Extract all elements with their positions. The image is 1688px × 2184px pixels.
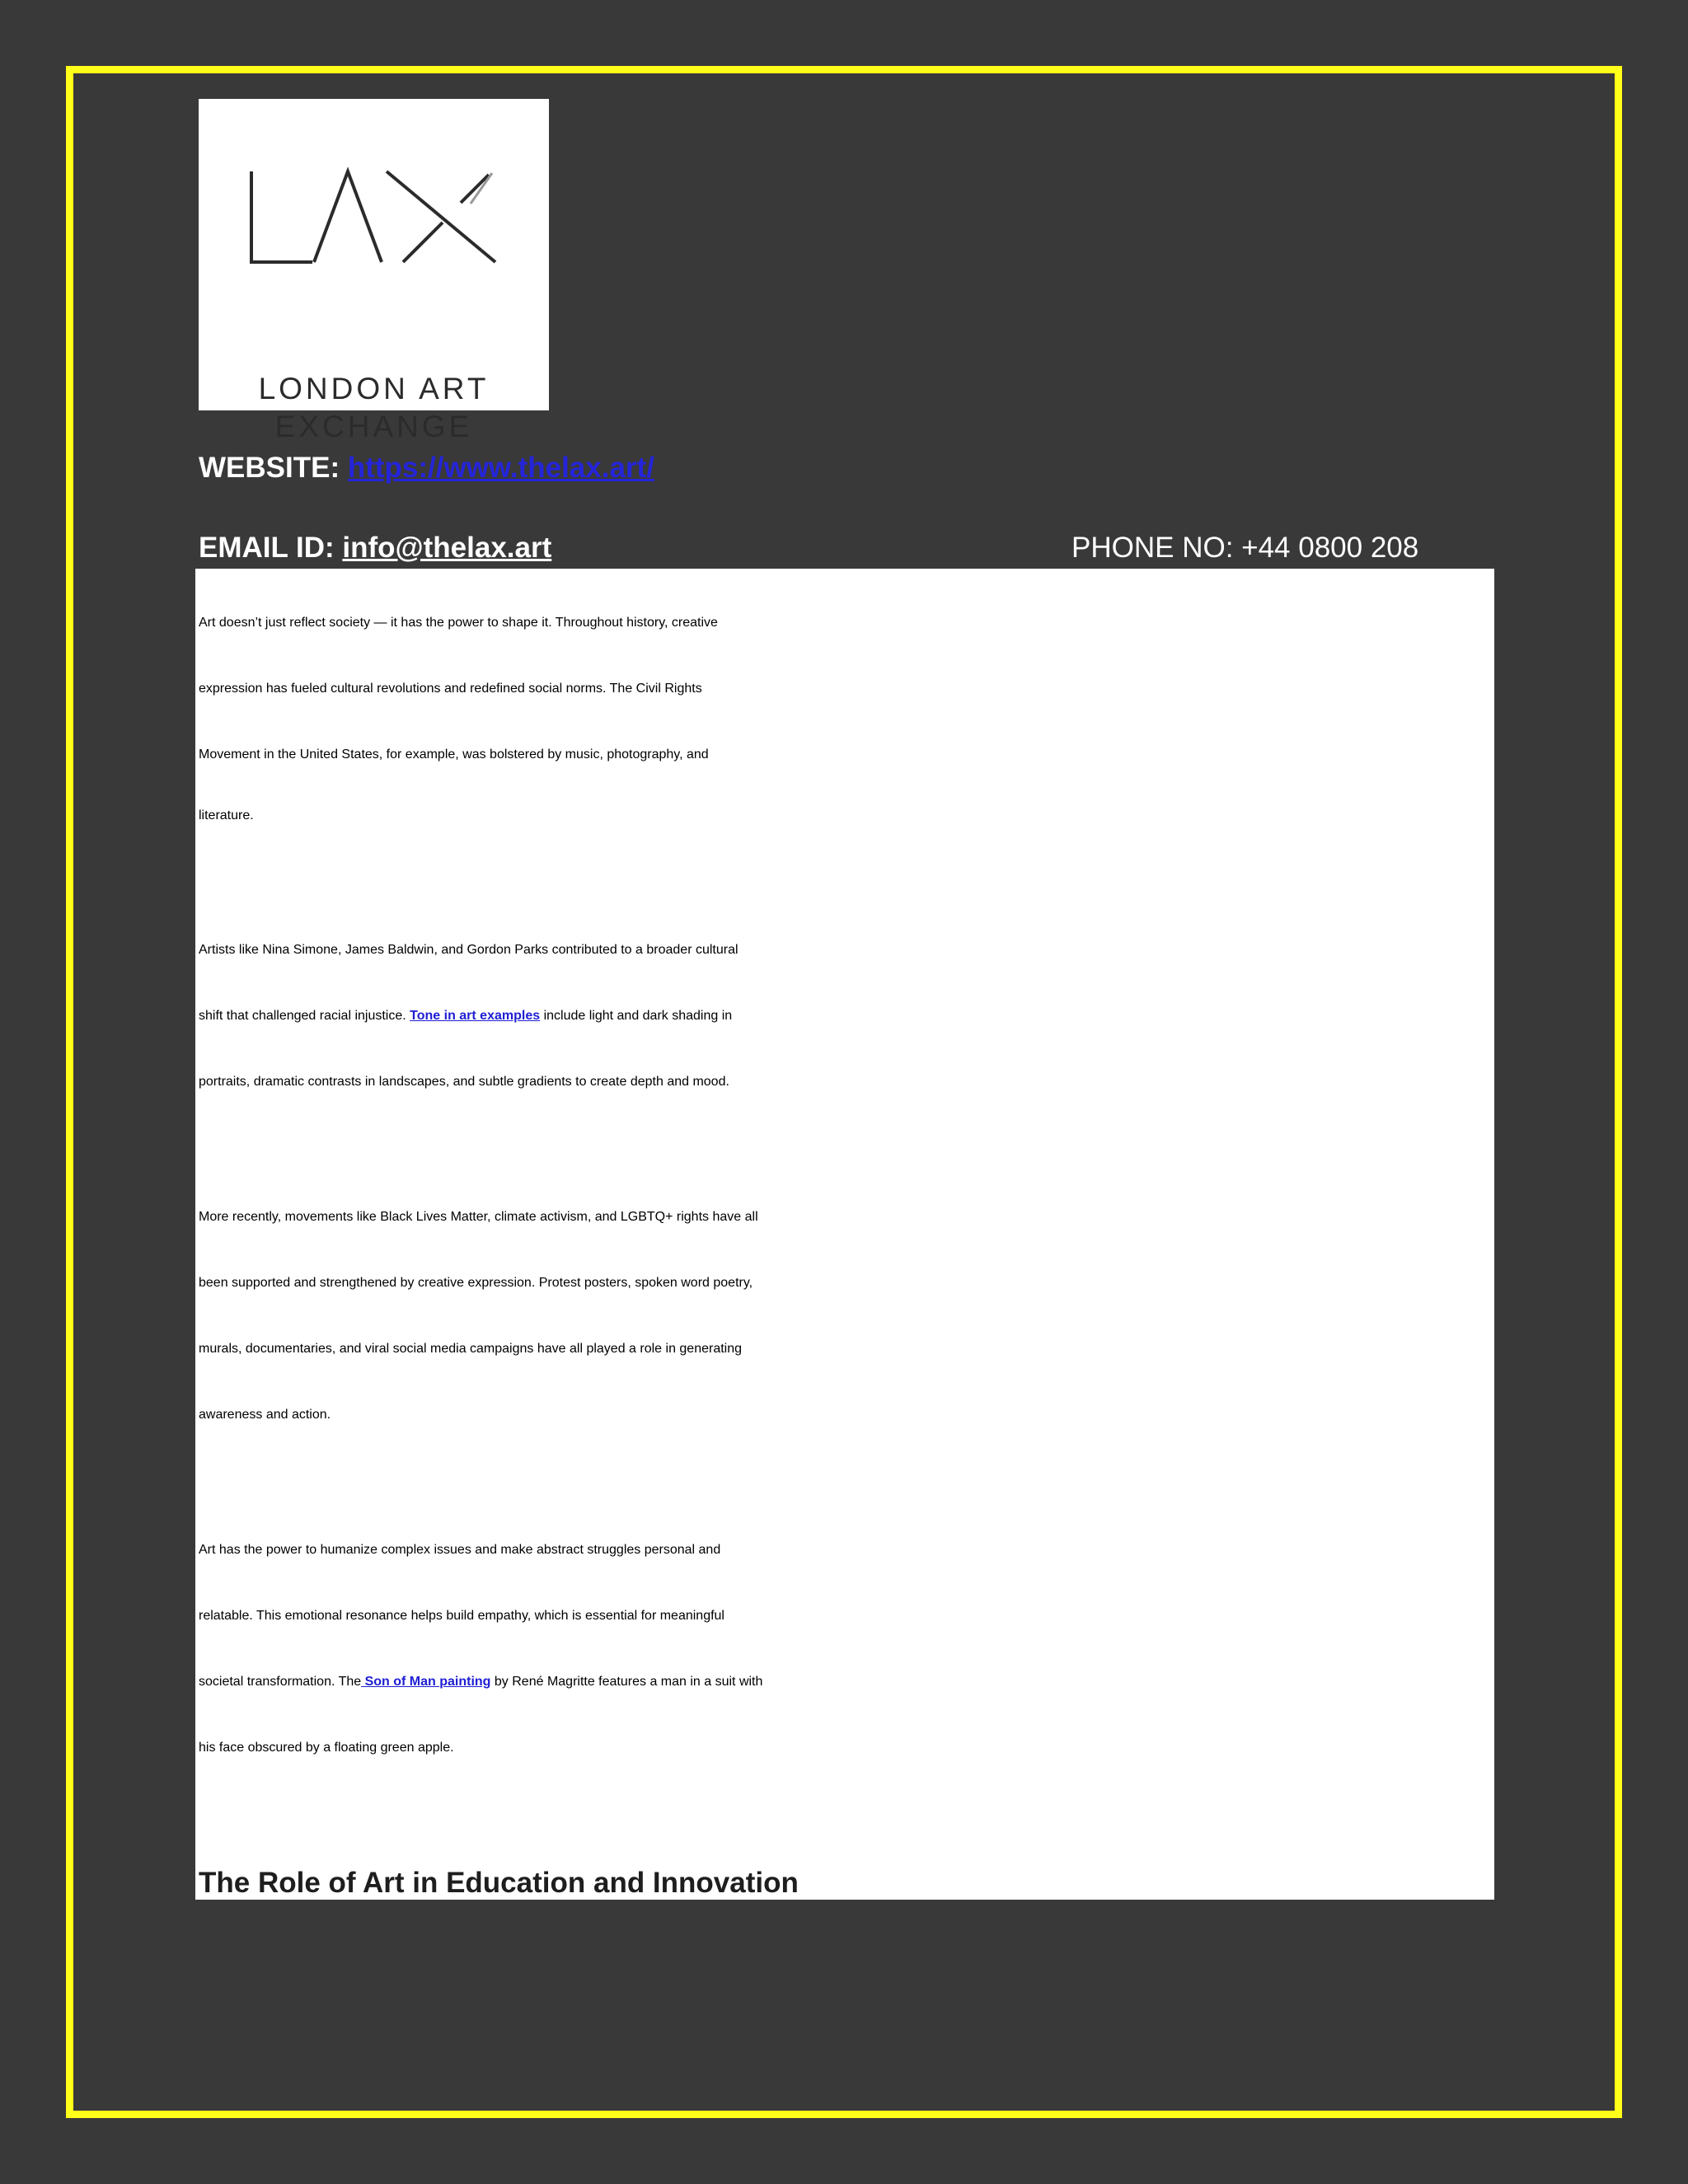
p4-line-3-after: by René Magritte features a man in a suit with	[490, 1675, 763, 1689]
p1-line-1: Art doesn’t just reflect society — it has the power to shape it. Throughout history, creative	[199, 616, 718, 630]
website-row	[199, 453, 654, 482]
p1-line-2: expression has fueled cultural revolutions and redefined social norms. The Civil Rights	[199, 682, 702, 696]
p4-line-4: his face obscured by a floating green apple.	[199, 1741, 454, 1755]
website-label: WEBSITE:	[199, 452, 340, 484]
p3-line-3: murals, documentaries, and viral social media campaigns have all played a role in generating	[199, 1342, 743, 1356]
p2-line-3: portraits, dramatic contrasts in landscapes, and subtle gradients to create depth and mood.	[199, 1075, 729, 1089]
p3-line-2: been supported and strengthened by creative expression. Protest posters, spoken word poetry,	[199, 1276, 753, 1290]
phone-label: PHONE NO:	[1071, 532, 1234, 564]
p2-line-1: Artists like Nina Simone, James Baldwin, and Gordon Parks contributed to a broader cultural	[199, 943, 738, 957]
p1-line-4: literature.	[199, 808, 254, 823]
phone-row	[1071, 533, 1418, 562]
paragraph-3	[199, 1184, 1489, 1448]
logo-text-line1: LONDON ART	[258, 372, 490, 405]
phone-number: +44 0800 208	[1241, 532, 1419, 564]
p2-line-2-after: include light and dark shading in	[540, 1009, 733, 1023]
p2-line-2	[199, 983, 1489, 1049]
lax-logo	[199, 99, 549, 443]
tone-in-art-link[interactable]: Tone in art examples	[410, 1009, 541, 1023]
email-row	[199, 533, 551, 562]
p2-line-2-before: shift that challenged racial injustice.	[199, 1009, 410, 1023]
paragraph-2	[199, 917, 1489, 1115]
son-of-man-link[interactable]: Son of Man painting	[361, 1675, 491, 1689]
p3-line-4: awareness and action.	[199, 1408, 331, 1422]
email-link[interactable]: info@thelax.art	[342, 532, 552, 564]
email-label: EMAIL ID:	[199, 532, 335, 564]
lax-logo-mark	[199, 99, 549, 410]
section-heading: The Role of Art in Education and Innovation	[199, 1867, 799, 1899]
p3-line-1: More recently, movements like Black Lives Matter, climate activism, and LGBTQ+ rights have all	[199, 1210, 758, 1224]
p4-line-3	[199, 1649, 1489, 1715]
paragraph-1	[199, 590, 1489, 844]
p4-line-3-before: societal transformation. The	[199, 1675, 362, 1689]
website-link[interactable]: https://www.thelax.art/	[347, 452, 654, 484]
p4-line-1: Art has the power to humanize complex issues and make abstract struggles personal and	[199, 1543, 721, 1557]
logo-text-line2: EXCHANGE	[274, 410, 473, 443]
p1-line-3: Movement in the United States, for example, was bolstered by music, photography, and	[199, 748, 709, 762]
paragraph-4	[199, 1517, 1489, 1781]
p4-line-2: relatable. This emotional resonance helps build empathy, which is essential for meaningful	[199, 1609, 724, 1623]
